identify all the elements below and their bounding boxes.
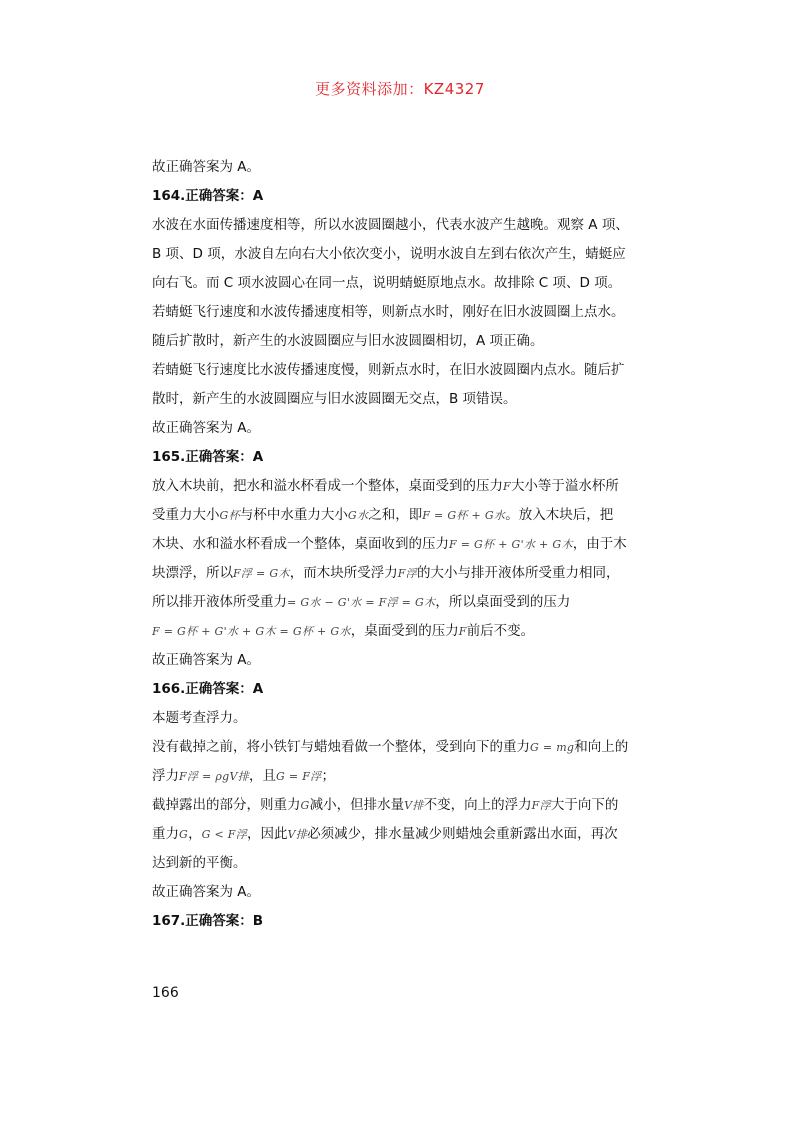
text-span: ，而木块所受浮力 [289,565,398,581]
answer-conclusion: 故正确答案为 A。 [152,159,261,175]
answer-heading-167: 167.正确答案：B [152,913,264,929]
paragraph-line: 散时，新产生的水波圆圈应与旧水波圆圈无交点，B 项错误。 [152,391,517,407]
formula: F [458,625,467,638]
paragraph-line: 达到新的平衡。 [152,855,247,871]
formula: F浮 [397,567,417,580]
paragraph-line [152,530,662,559]
answer-heading-165: 165.正确答案：A [152,449,264,465]
text-span: 的大小与排开液体所受重力相同， [416,565,620,581]
text-span: 大于向下的 [550,797,619,813]
text-span: 减小，但排水量 [309,797,405,813]
text-span: 放入木块前，把水和溢水杯看成一个整体，桌面受到的压力 [152,478,503,494]
text-span: 受重力大小 [152,507,220,523]
text-span: 和向上的 [574,739,629,755]
text-span: 不变，向上的浮力 [423,797,532,813]
paragraph-line: 随后扩散时，新产生的水波圆圈应与旧水波圆圈相切，A 项正确。 [152,333,544,349]
text-span: 所以排开液体所受重力 [152,594,287,610]
paragraph-line [152,791,662,820]
formula: F浮 [531,799,551,812]
text-span: ； [321,768,335,784]
formula: G水 [347,509,369,522]
text-span: 之和，即 [368,507,423,523]
answer-conclusion: 故正确答案为 A。 [152,652,261,668]
paragraph-line [152,762,662,791]
text-span: 块漂浮，所以 [152,565,233,581]
formula: F = G杯 + G水 [422,509,506,522]
formula: V排 [404,799,424,812]
text-span: 木块、水和溢水杯看成一个整体，桌面收到的压力 [152,536,449,552]
formula: F [503,480,511,493]
page-number: 166 [152,985,179,1001]
answer-heading-164: 164.正确答案：A [152,188,264,204]
formula: G < F浮 [201,828,248,841]
formula: F浮 = ρgV排 [179,770,249,783]
paragraph-line: 本题考查浮力。 [152,710,247,726]
paragraph-line [152,820,662,849]
answer-explanations [152,153,662,936]
text-span: 。放入木块后，把 [505,507,614,523]
formula: F = G杯 + G'水 + G木 [449,538,573,551]
formula: = G水 − G'水 = F浮 = G木 [287,596,436,609]
paragraph-line: 向右飞。而 C 项水波圆心在同一点，说明蜻蜓原地点水。故排除 C 项、D 项。 [152,275,622,291]
formula: G [179,828,189,841]
paragraph-line [152,501,662,530]
text-span: 前后不变。 [466,623,535,639]
text-span: ， [188,826,202,842]
formula: G杯 [219,509,240,522]
paragraph-line: 若蜻蜓飞行速度和水波传播速度相等，则新点水时，刚好在旧水波圆圈上点水。 [152,304,625,320]
text-span: ，所以桌面受到的压力 [435,594,571,610]
formula: F = G杯 + G'水 + G木 = G杯 + G水 [152,625,351,638]
formula: G = F浮 [276,770,322,783]
promo-header: 更多资料添加：KZ4327 [315,80,485,98]
text-span: 浮力 [152,768,179,784]
formula: V排 [287,828,308,841]
formula: G [300,799,310,812]
paragraph-line [152,559,662,588]
text-span: 大小等于溢水杯所 [510,478,619,494]
paragraph-line [152,472,662,501]
text-span: 截掉露出的部分，则重力 [152,797,301,813]
paragraph-line [152,617,662,646]
formula: F浮 = G木 [233,567,290,580]
text-span: 没有截掉之前，将小铁钉与蜡烛看做一个整体，受到向下的重力 [152,739,530,755]
text-span: ，由于木 [572,536,627,552]
paragraph-line: 水波在水面传播速度相等，所以水波圆圈越小，代表水波产生越晚。观察 A 项、 [152,217,629,233]
text-span: 重力 [152,826,179,842]
answer-conclusion: 故正确答案为 A。 [152,884,261,900]
answer-conclusion: 故正确答案为 A。 [152,420,261,436]
text-span: 与杯中水重力大小 [239,507,348,523]
paragraph-line: 若蜻蜓飞行速度比水波传播速度慢，则新点水时，在旧水波圆圈内点水。随后扩 [152,362,625,378]
answer-heading-166: 166.正确答案：A [152,681,264,697]
formula: G = mg [530,741,575,754]
text-span: 必须减少，排水量减少则蜡烛会重新露出水面，再次 [307,826,618,842]
paragraph-line [152,733,662,762]
paragraph-line: B 项、D 项，水波自左向右大小依次变小，说明水波自左到右依次产生，蜻蜓应 [152,246,626,262]
text-span: ，且 [249,768,276,784]
text-span: ，因此 [247,826,288,842]
text-span: ，桌面受到的压力 [350,623,459,639]
paragraph-line [152,588,662,617]
